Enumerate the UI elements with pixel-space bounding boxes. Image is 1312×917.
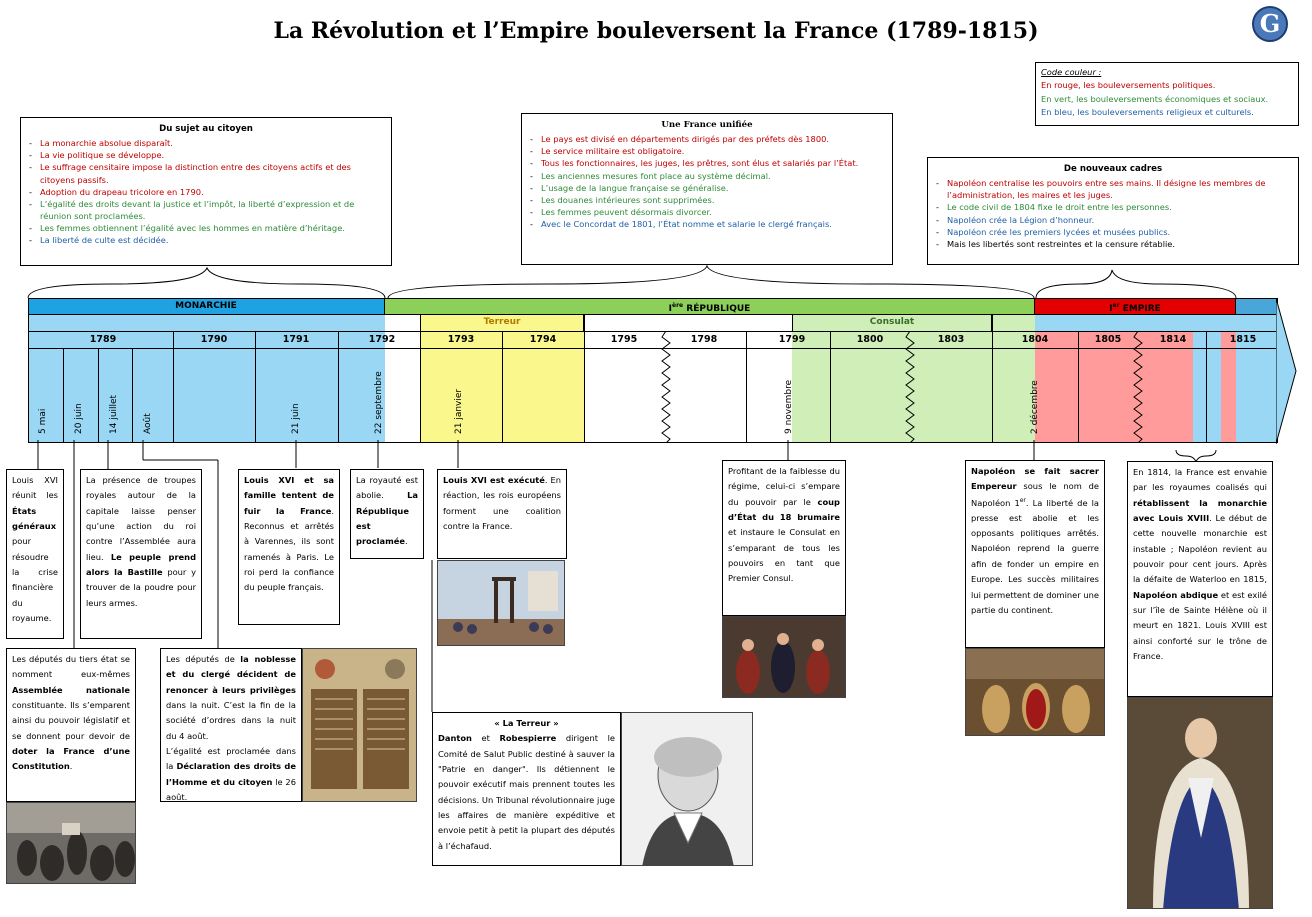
period-republique-sup: ère: [672, 302, 684, 309]
year-label: 1815: [1229, 334, 1257, 345]
text-bold: Napoléon abdique: [1133, 589, 1219, 600]
box-unifiee-title: Une France unifiée: [661, 120, 753, 130]
braces: [0, 260, 1312, 300]
text: sous le nom de Napoléon 1: [971, 481, 1099, 508]
box-unifiee-item: - L’usage de la langue française se généralise.: [528, 182, 886, 194]
date-22-septembre: 22 septembre: [374, 371, 384, 434]
box-sujet-item: - La monarchie absolue disparaît.: [27, 137, 385, 149]
year-label: 1794: [529, 334, 557, 345]
text: . Reconnus et arrêtés à Varennes, ils sont ramenés à Paris. Le roi perd la confiance du peuple français.: [244, 505, 334, 593]
break-1795-1798: [662, 331, 670, 443]
text-bold: Louis XVI est exécuté: [443, 475, 545, 485]
text: dirigent le Comité de Salut Public destiné à sauver la "Patrie en danger". Ils détiennent le pouvoir exécutif mais prennent toutes les décisions. Un Tribunal révolutionnaire juge les affaires de manière expéditive et envoie petit à petit la plupart des députés à l’échafaud.: [438, 733, 615, 851]
date-5-mai: 5 mai: [38, 408, 48, 434]
text-bold: la noblesse et du clergé décident de renoncer à leurs privilèges: [166, 654, 296, 695]
box-sujet-item: - La vie politique se développe.: [27, 149, 385, 161]
logo: G: [1252, 6, 1288, 42]
text: . La liberté de la presse est abolie et les opposants politiques arrêtés. Napoléon reprend la guerre afin de fonder un empire en Europe. Les succès militaires lui permettent de dominer une partie du continent.: [971, 497, 1100, 615]
box-cadres-item: - Mais les libertés sont restreintes et la censure rétablie.: [934, 238, 1292, 250]
event-etats-generaux: [6, 469, 64, 639]
legend-blue: En bleu, les bouleversements religieux et culturels.: [1041, 106, 1254, 117]
sacre-napoleon-image: [965, 648, 1105, 736]
text: et est exilé sur l’île de Sainte Hélène où il meurt en 1821. Louis XVIII est ainsi conforté sur le trône de France.: [1133, 589, 1267, 662]
break-1805-1814: [1134, 331, 1142, 443]
text: et: [471, 733, 500, 744]
text: La royauté est abolie.: [356, 475, 418, 501]
date-aout: Août: [143, 413, 153, 434]
box-unifiee-item: - Les douanes intérieures sont supprimées.: [528, 194, 886, 206]
box-cadres-title: De nouveaux cadres: [1063, 164, 1163, 174]
box-cadres-item: - Napoléon crée la Légion d’honneur.: [934, 214, 1292, 226]
legend-title: Code couleur :: [1041, 67, 1102, 77]
date-21-juin: 21 juin: [291, 403, 301, 434]
text: constituante. Ils s’emparent ainsi du pouvoir législatif et se donnent pour devoir de: [12, 700, 130, 741]
page-title: La Révolution et l’Empire bouleversent la France (1789-1815): [273, 18, 1039, 44]
box-unifiee-item: - Les femmes peuvent désormais divorcer.: [528, 206, 886, 218]
year-label: 1799: [778, 334, 806, 345]
event-varennes: [238, 469, 340, 625]
text-bold: Danton: [438, 733, 472, 744]
timeline-arrow: [1276, 298, 1298, 444]
text: La présence de troupes royales autour de la capitale laisse penser qu’une action du roi contre l’Assemblée aura lieu.: [86, 475, 196, 562]
box-sujet-title: Du sujet au citoyen: [159, 124, 253, 134]
year-label: 1793: [447, 334, 475, 345]
year-label: 1791: [282, 334, 310, 345]
text-sup: er: [1019, 496, 1026, 504]
year-label: 1789: [89, 334, 117, 345]
louis-xviii-portrait: [1127, 697, 1273, 909]
text: et instaure le Consulat en s’emparant de tous les pouvoirs en tant que Premier Consul.: [728, 527, 840, 584]
text: Les députés du tiers état se nomment eux-mêmes: [12, 654, 130, 680]
date-21-janvier: 21 janvier: [454, 388, 464, 434]
serment-jeu-de-paume-image: [6, 802, 136, 884]
text: pour résoudre la crise financière du royaume.: [12, 536, 58, 624]
period-empire-sup: er: [1112, 302, 1120, 309]
date-14-juillet: 14 juillet: [109, 394, 119, 434]
event-terreur: [432, 712, 621, 866]
text: .: [69, 761, 73, 772]
legend-green: En vert, les bouleversements économiques et sociaux.: [1041, 93, 1269, 104]
year-label: 1800: [856, 334, 884, 345]
brace-republique: [388, 266, 1034, 298]
text-bold: Déclaration des droits de l’Homme et du citoyen: [166, 761, 296, 787]
box-unifiee-item: - Le pays est divisé en départements dirigés par des préfets dès 1800.: [528, 133, 886, 145]
text-bold: Robespierre: [499, 733, 557, 744]
event-restauration: [1127, 461, 1273, 697]
break-1800-1803: [906, 331, 914, 443]
year-label: 1792: [368, 334, 396, 345]
date-9-novembre: 9 novembre: [784, 379, 794, 434]
box-cadres-item: - Napoléon centralise les pouvoirs entre ses mains. Il désigne les membres de l’administration, les maires et les juges.: [934, 177, 1292, 201]
text: Les députés de: [166, 654, 241, 664]
period-empire-prefix: I: [1109, 304, 1113, 314]
text-bold: La République est proclamée: [356, 490, 418, 547]
text: .: [405, 536, 408, 547]
legend-red: En rouge, les bouleversements politiques.: [1041, 80, 1216, 91]
event-execution: [437, 469, 567, 559]
period-republique-prefix: I: [668, 304, 673, 314]
event-sacre: [965, 460, 1105, 648]
time-breaks: [28, 331, 1278, 443]
event-bastille: [80, 469, 202, 639]
text: . Le début de cette nouvelle monarchie est instable ; Napoléon revient au pouvoir pour cent jours. Après la défaite de Waterloo en 1815,: [1133, 513, 1267, 585]
text-bold: doter la France d’une Constitution: [12, 746, 130, 772]
brace-empire: [1036, 270, 1236, 298]
text-bold: Le peuple prend alors la Bastille: [86, 551, 197, 578]
event-republique: [350, 469, 424, 559]
year-label: 1805: [1094, 334, 1122, 345]
text-bold: Louis XVI et sa famille tentent de fuir la France: [244, 475, 334, 516]
box-sujet-item: - Le suffrage censitaire impose la distinction entre des citoyens actifs et des citoyens passifs.: [27, 161, 385, 185]
year-label: 1814: [1159, 334, 1187, 345]
year-label: 1798: [690, 334, 718, 345]
text-bold: Napoléon se fait sacrer Empereur: [971, 466, 1099, 492]
timeline: [28, 298, 1278, 444]
box-cadres-item: - Napoléon crée les premiers lycées et musées publics.: [934, 226, 1292, 238]
box-unifiee-item: - Le service militaire est obligatoire.: [528, 145, 886, 157]
box-sujet-item: - Les femmes obtiennent l’égalité avec les hommes en matière d’héritage.: [27, 222, 385, 234]
box-unifiee-item: - Avec le Concordat de 1801, l’État nomme et salarie le clergé français.: [528, 218, 886, 230]
box-sujet-item: - L’égalité des droits devant la justice et l’impôt, la liberté d’expression et de réunion sont proclamées.: [27, 198, 385, 222]
text: En 1814, la France est envahie par les royaumes coalisés qui: [1133, 467, 1267, 493]
text: le 26 août.: [166, 776, 296, 803]
text: pour y trouver de la poudre pour leurs armes.: [86, 567, 196, 608]
box-cadres-item: - Le code civil de 1804 fixe le droit entre les personnes.: [934, 201, 1292, 213]
coup-etat-brumaire-image: [722, 616, 846, 698]
box-sujet-citoyen: [20, 117, 392, 266]
box-france-unifiee: [521, 113, 893, 265]
execution-louis-xvi-image: [437, 560, 565, 646]
year-label: 1803: [937, 334, 965, 345]
event-assemblee: [6, 648, 136, 802]
box-nouveaux-cadres: [927, 157, 1299, 265]
text-bold: rétablissent la monarchie avec Louis XVIII: [1133, 497, 1267, 524]
sub-period-terreur: Terreur: [420, 314, 584, 331]
color-legend: [1035, 62, 1299, 126]
terreur-title: « La Terreur »: [494, 718, 559, 728]
text: dans la nuit. C’est la fin de la société d’ordres dans la nuit du 4 août.: [166, 700, 296, 741]
year-label: 1790: [200, 334, 228, 345]
robespierre-portrait: [621, 712, 753, 866]
declaration-droits-image: [302, 648, 417, 802]
box-sujet-item: - Adoption du drapeau tricolore en 1790.: [27, 186, 385, 198]
box-unifiee-item: - Tous les fonctionnaires, les juges, les prêtres, sont élus et salariés par l’État.: [528, 157, 886, 169]
text-bold: coup d’État du 18 brumaire: [728, 496, 840, 523]
text: Profitant de la faiblesse du régime, celui-ci s’empare du pouvoir par le: [728, 466, 840, 507]
period-empire-suffix: EMPIRE: [1119, 304, 1161, 314]
date-20-juin: 20 juin: [74, 403, 84, 434]
event-brumaire: [722, 460, 846, 616]
year-label: 1804: [1021, 334, 1049, 345]
event-noblesse: [160, 648, 302, 802]
text: . En réaction, les rois européens forment une coalition contre la France.: [443, 475, 561, 532]
box-sujet-item: - La liberté de culte est décidée.: [27, 234, 385, 246]
text: Louis XVI réunit les: [12, 475, 58, 501]
year-label: 1795: [610, 334, 638, 345]
brace-monarchie: [28, 268, 385, 298]
box-unifiee-item: - Les anciennes mesures font place au système décimal.: [528, 170, 886, 182]
text-bold: Assemblée nationale: [12, 684, 130, 695]
text: L’égalité est proclamée dans la: [166, 746, 296, 772]
text-bold: États généraux: [12, 505, 57, 532]
date-2-decembre: 2 décembre: [1030, 380, 1040, 434]
period-republique-suffix: RÉPUBLIQUE: [683, 304, 751, 314]
period-monarchie: MONARCHIE: [28, 298, 385, 314]
sub-period-consulat: Consulat: [792, 314, 992, 331]
